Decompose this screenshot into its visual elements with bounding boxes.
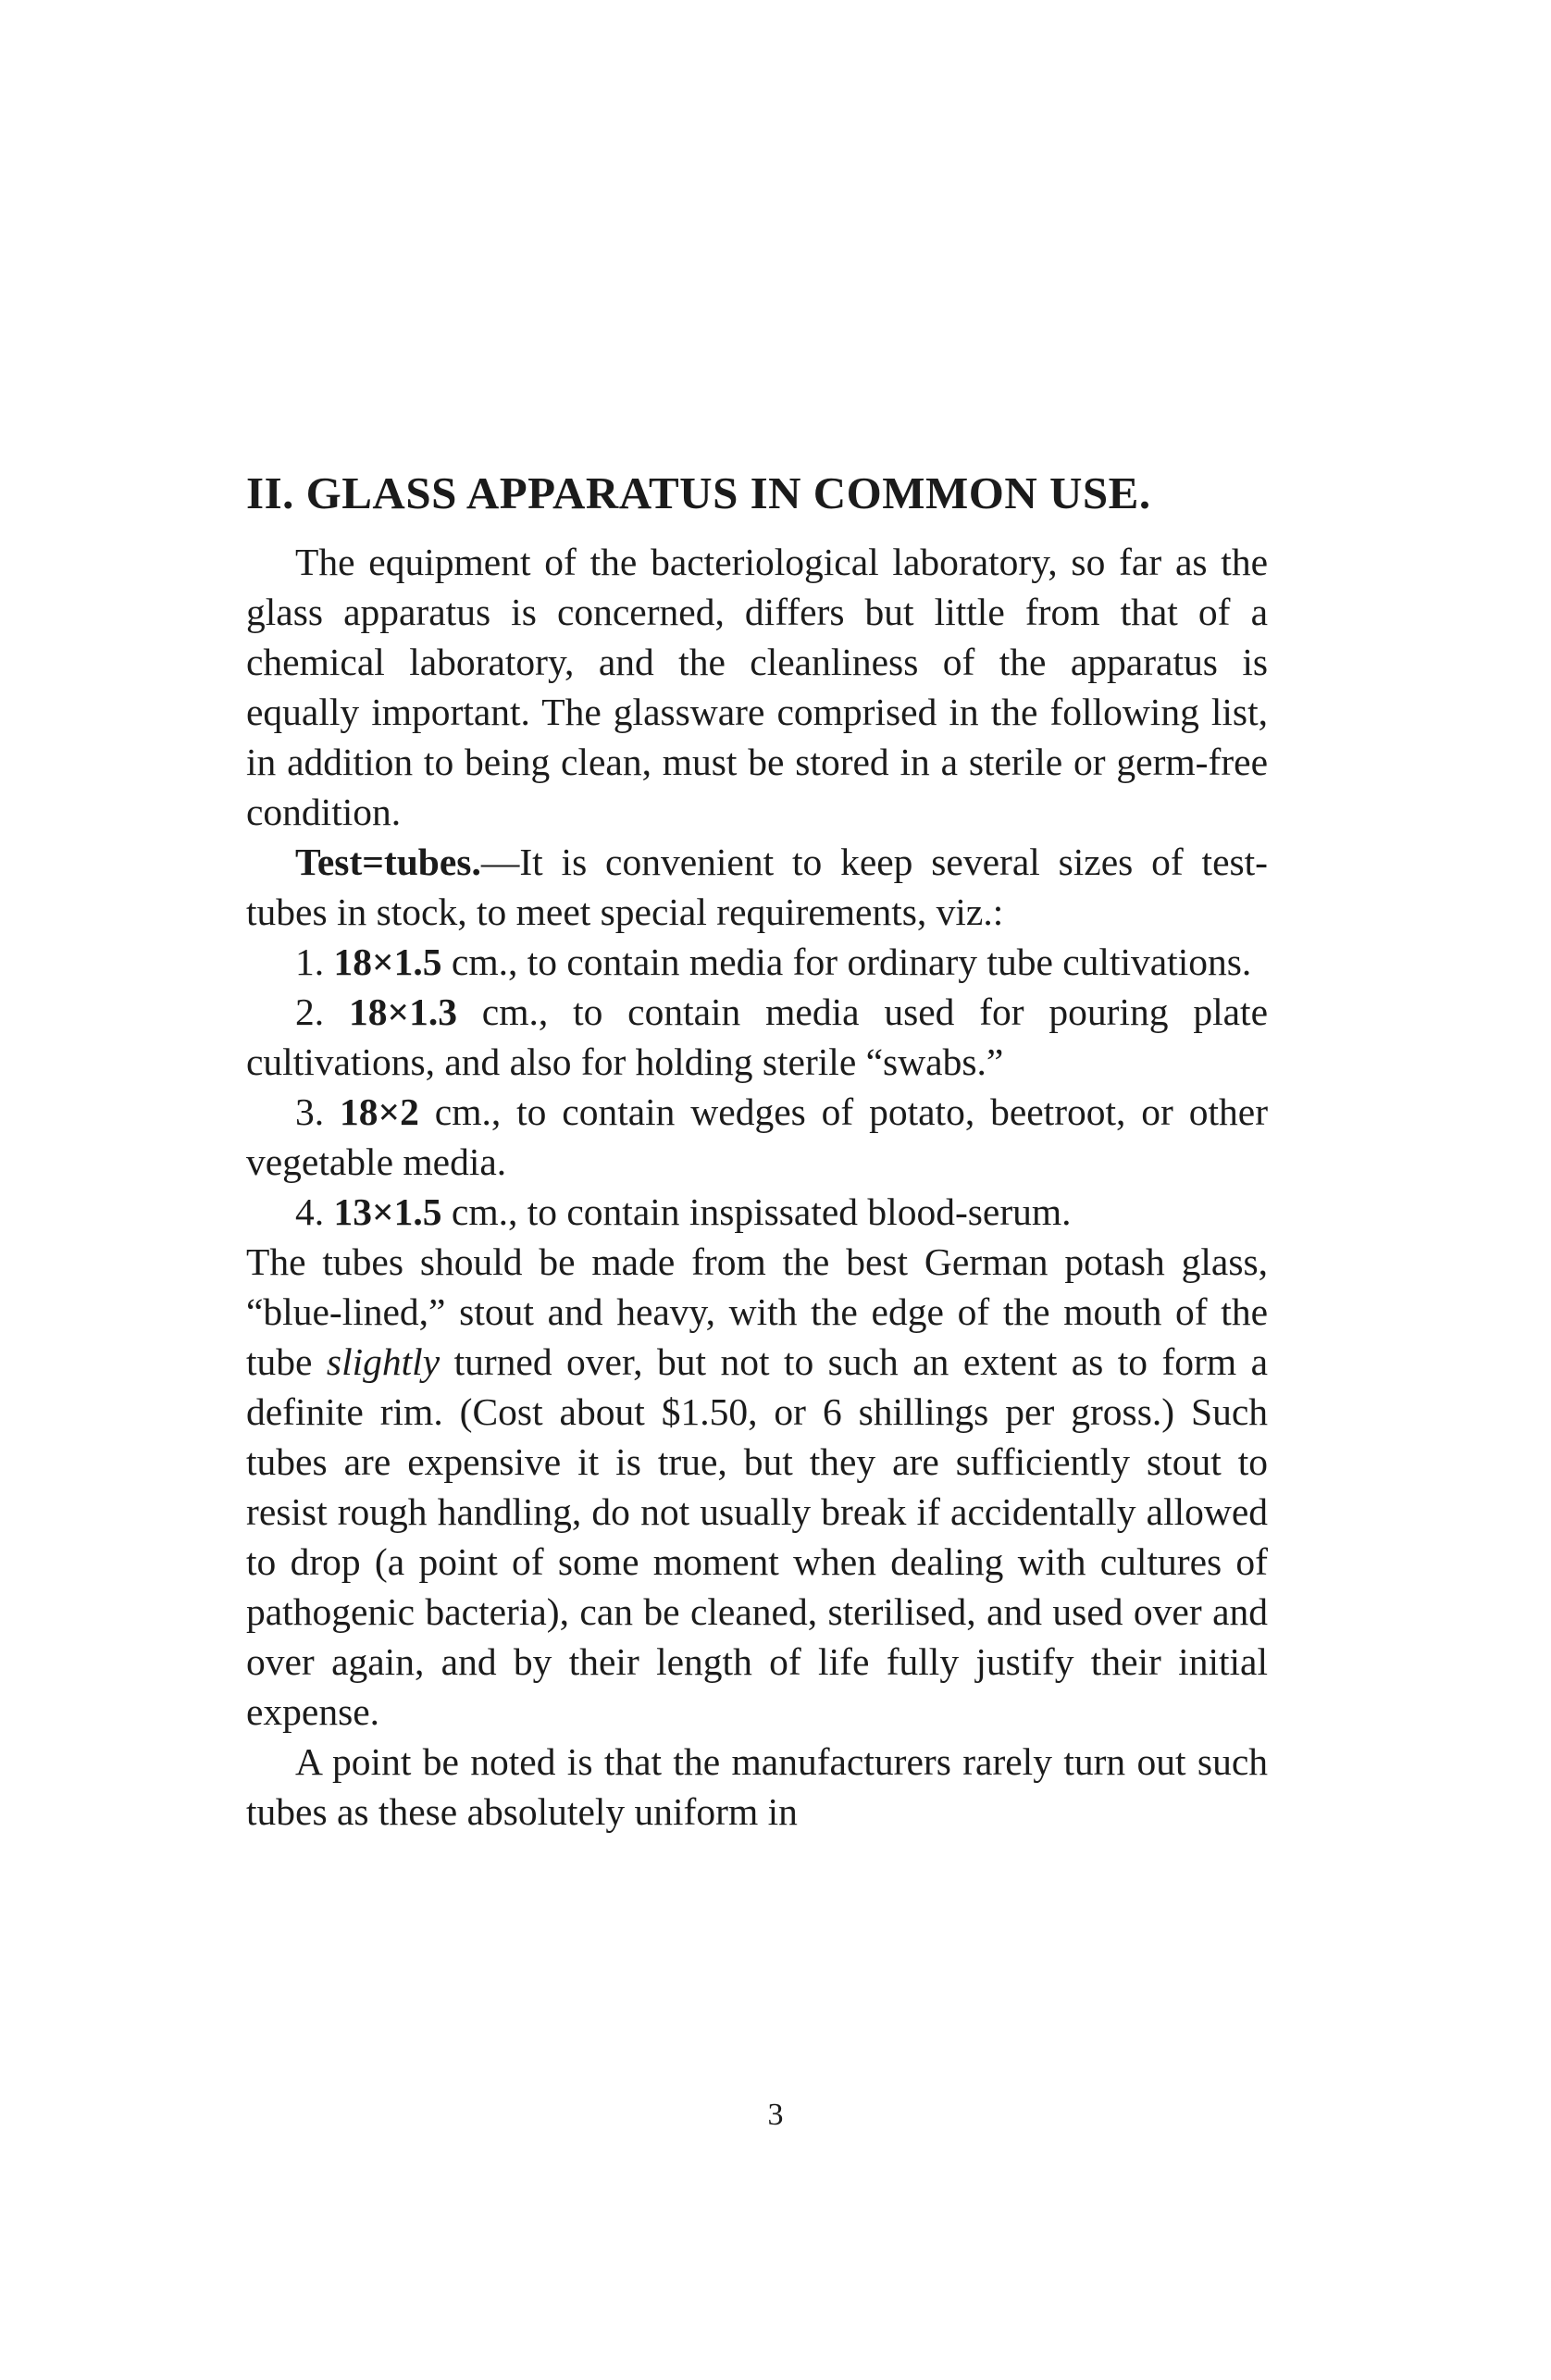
final-paragraph: A point be noted is that the manufacturers rarely turn out such tubes as these absolutely uniform in (246, 1740, 1268, 1833)
test-tubes-text: —It is convenient to keep several sizes of test-tubes in stock, to meet special requirements, viz.: (246, 841, 1268, 933)
tube-size: 18×1.5 (333, 941, 442, 983)
list-number: 3. (295, 1090, 325, 1133)
tube-size: 18×1.3 (348, 991, 457, 1033)
list-item (246, 1087, 1268, 1187)
list-item (246, 987, 1268, 1087)
list-number: 4. (295, 1190, 325, 1233)
list-number: 1. (295, 941, 325, 983)
intro-paragraph: The equipment of the bacteriological laboratory, so far as the glass apparatus is concerned, differs but little from that of a chemical laboratory, and the cleanliness of the apparatus is equally important. The glassware comprised in the following list, in addition to being clean, must be stored in a sterile or germ-free condition. (246, 541, 1268, 833)
tube-size: 13×1.5 (333, 1190, 442, 1233)
tubes-paragraph (246, 1237, 1268, 1737)
tubes-text-part1: The tubes should be made from the best German potash glass, “blue-lined,” stout and heavy, with the edge of the mouth of the tube (246, 1240, 1268, 1383)
page-body (246, 463, 1268, 1837)
list-item (246, 1187, 1268, 1237)
tube-size: 18×2 (340, 1090, 419, 1133)
tube-description: cm., to contain media for ordinary tube cultivations. (441, 941, 1252, 983)
emphasis-word: slightly (326, 1340, 440, 1383)
list-number: 2. (295, 991, 325, 1033)
page-number: 3 (767, 2098, 784, 2132)
tube-description: cm., to contain inspissated blood-serum. (441, 1190, 1072, 1233)
tube-description: cm., to contain media used for pouring plate cultivations, and also for holding sterile “swabs.” (246, 991, 1268, 1083)
test-tubes-paragraph (246, 837, 1268, 937)
list-item (246, 937, 1268, 987)
tubes-text-part2: turned over, but not to such an extent as to form a definite rim. (Cost about $1.50, or 6 shillings per gross.) Such tubes are expensive it is true, but they are sufficiently stout to resist rough handling, do not usually break if accidentally allowed to drop (a point of some moment when dealing with cultures of pathogenic bacteria), can be cleaned, sterilised, and used over and over again, and by their length of life fully justify their initial expense. (246, 1340, 1269, 1733)
section-heading: II. GLASS APPARATUS IN COMMON USE. (246, 467, 1151, 518)
tube-description: cm., to contain wedges of potato, beetroot, or other vegetable media. (246, 1090, 1269, 1183)
test-tubes-lead: Test=tubes. (295, 841, 481, 883)
